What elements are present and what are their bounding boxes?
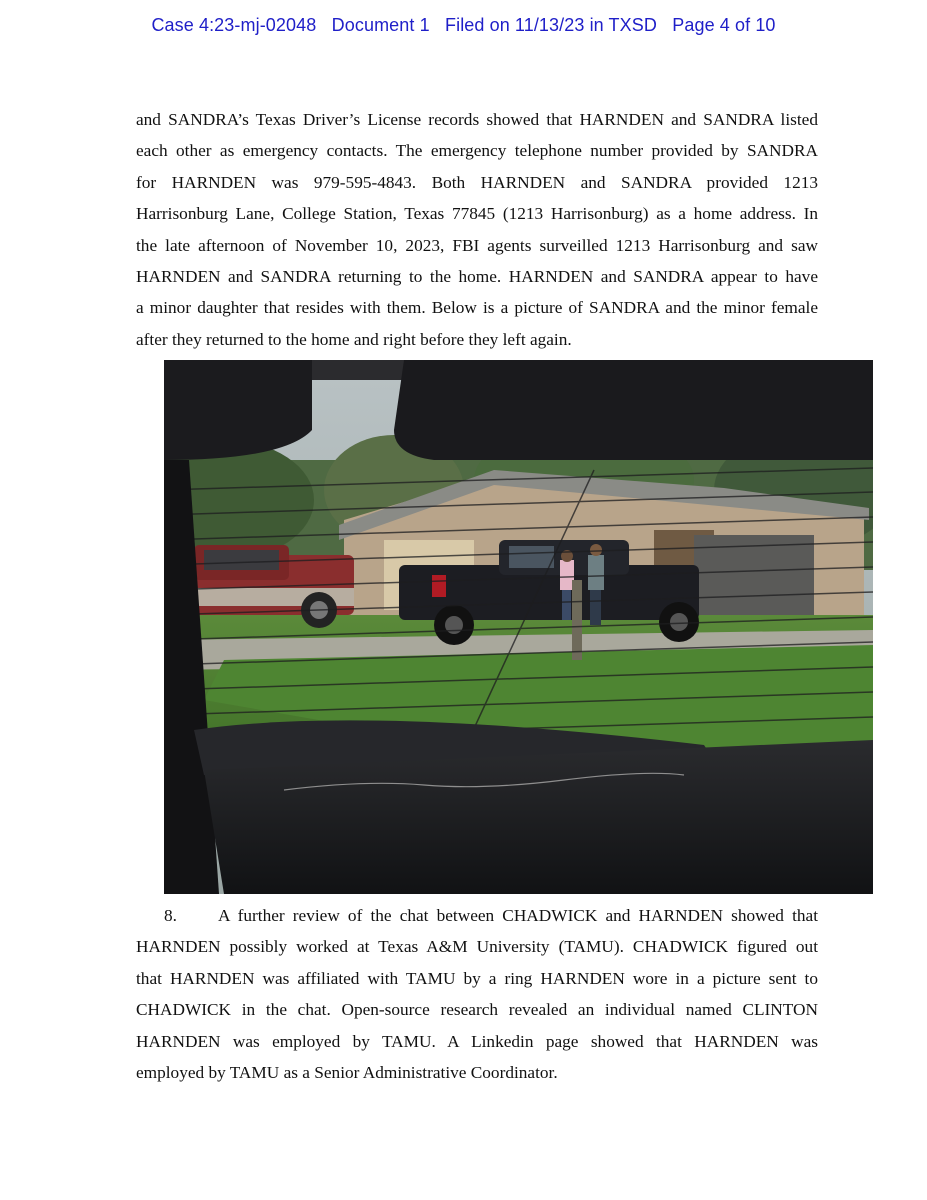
text-line: Harrisonburg Lane, College Station, Texas 77845 (1213 Harrisonburg) as a home address. In	[136, 204, 818, 224]
text-line: that HARNDEN was affiliated with TAMU by a ring HARNDEN wore in a picture sent to	[136, 968, 818, 988]
paragraph-7-continuation	[136, 104, 818, 355]
case-header: Case 4:23-mj-02048 Document 1 Filed on 11/13/23 in TXSD Page 4 of 10	[151, 15, 776, 35]
text-line-content: A further review of the chat between CHADWICK and HARNDEN showed that	[218, 906, 818, 925]
text-line: HARNDEN and SANDRA returning to the home. HARNDEN and SANDRA appear to have	[136, 267, 818, 287]
text-line: HARNDEN was employed by TAMU. A Linkedin page showed that HARNDEN was	[136, 1031, 818, 1051]
paragraph-8	[136, 900, 818, 1088]
text-line: the late afternoon of November 10, 2023, FBI agents surveilled 1213 Harrisonburg and saw	[136, 235, 818, 255]
text-line: for HARNDEN was 979-595-4843. Both HARNDEN and SANDRA provided 1213	[136, 172, 818, 192]
surveillance-photo	[164, 360, 873, 894]
text-line: employed by TAMU as a Senior Administrative Coordinator.	[136, 1063, 558, 1083]
text-line: each other as emergency contacts. The emergency telephone number provided by SANDRA	[136, 141, 818, 161]
text-line: and SANDRA’s Texas Driver’s License records showed that HARNDEN and SANDRA listed	[136, 110, 818, 129]
text-line: HARNDEN possibly worked at Texas A&M University (TAMU). CHADWICK figured out	[136, 937, 818, 957]
text-line	[136, 900, 818, 931]
text-line: CHADWICK in the chat. Open-source research revealed an individual named CLINTON	[136, 1000, 818, 1020]
text-line: a minor daughter that resides with them. Below is a picture of SANDRA and the minor female	[136, 298, 818, 318]
text-line: after they returned to the home and right before they left again.	[136, 329, 572, 349]
paragraph-number: 8.	[164, 906, 177, 925]
